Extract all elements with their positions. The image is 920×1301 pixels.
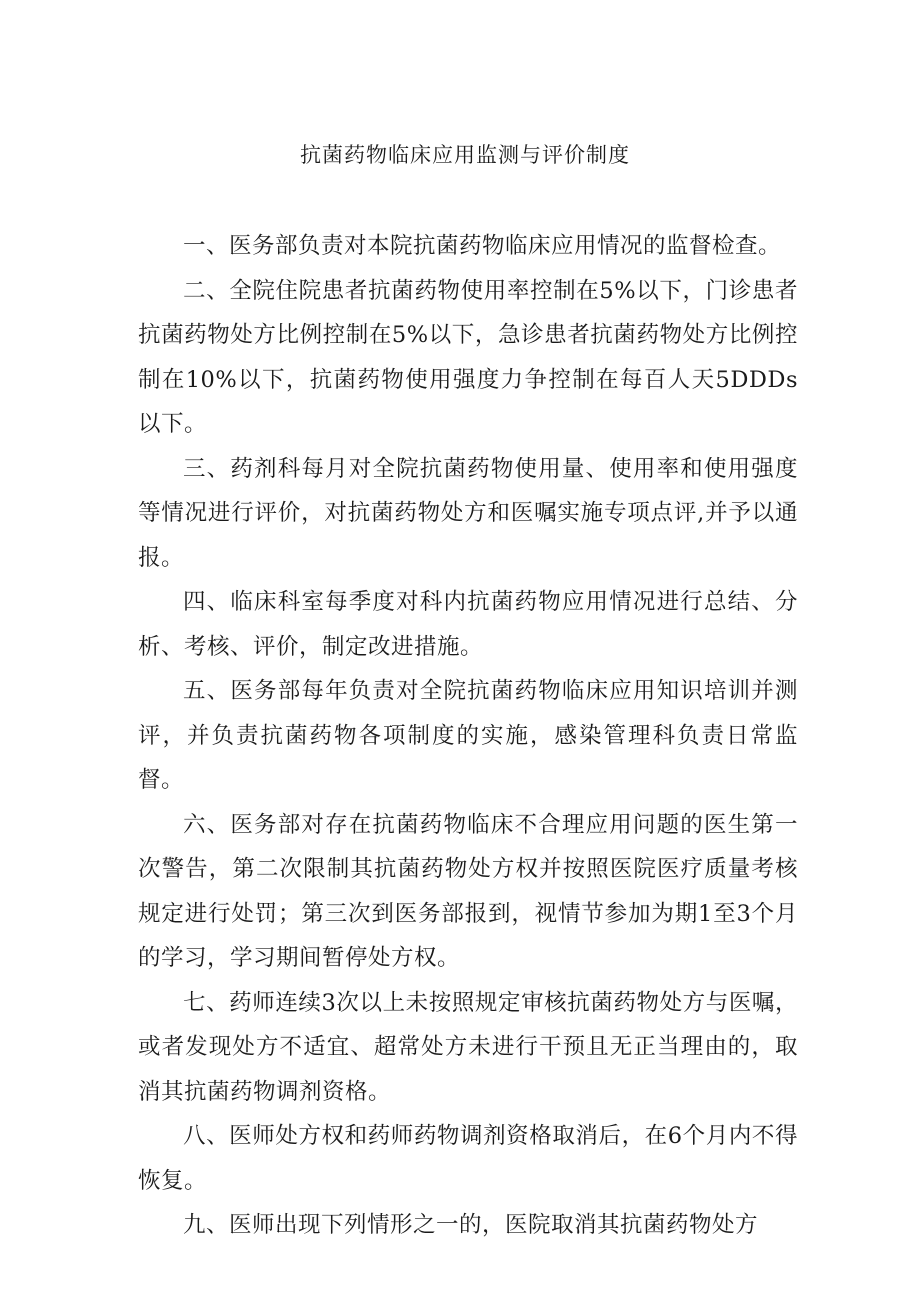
document-title: 抗菌药物临床应用监测与评价制度 bbox=[300, 143, 630, 167]
clause-5: 五、医务部每年负责对全院抗菌药物临床应用知识培训并测评，并负责抗菌药物各项制度的实施，感染管理科负责日常监督。 bbox=[138, 678, 798, 793]
clause-8: 八、医师处方权和药师药物调剂资格取消后，在6个月内不得恢复。 bbox=[138, 1123, 798, 1194]
document-body bbox=[138, 224, 798, 1248]
clause-3: 三、药剂科每月对全院抗菌药物使用量、使用率和使用强度等情况进行评价，对抗菌药物处方和医嘱实施专项点评,并予以通报。 bbox=[138, 455, 798, 571]
clause-2: 二、全院住院患者抗菌药物使用率控制在5%以下，门诊患者抗菌药物处方比例控制在5%以下，急诊患者抗菌药物处方比例控制在10%以下，抗菌药物使用强度力争控制在每百人天5DDDs以下。 bbox=[138, 277, 798, 437]
clause-9: 九、医师出现下列情形之一的，医院取消其抗菌药物处方 bbox=[183, 1212, 759, 1238]
clause-4: 四、临床科室每季度对科内抗菌药物应用情况进行总结、分析、考核、评价，制定改进措施。 bbox=[138, 589, 798, 660]
clause-6: 六、医务部对存在抗菌药物临床不合理应用问题的医生第一次警告，第二次限制其抗菌药物处方权并按照医院医疗质量考核规定进行处罚；第三次到医务部报到，视情节参加为期1至3个月的学习，学习期间暂停处方权。 bbox=[138, 811, 798, 971]
clause-1: 一、医务部负责对本院抗菌药物临床应用情况的监督检查。 bbox=[183, 233, 782, 259]
clause-7: 七、药师连续3次以上未按照规定审核抗菌药物处方与医嘱，或者发现处方不适宜、超常处方未进行干预且无正当理由的，取消其抗菌药物调剂资格。 bbox=[138, 989, 798, 1105]
